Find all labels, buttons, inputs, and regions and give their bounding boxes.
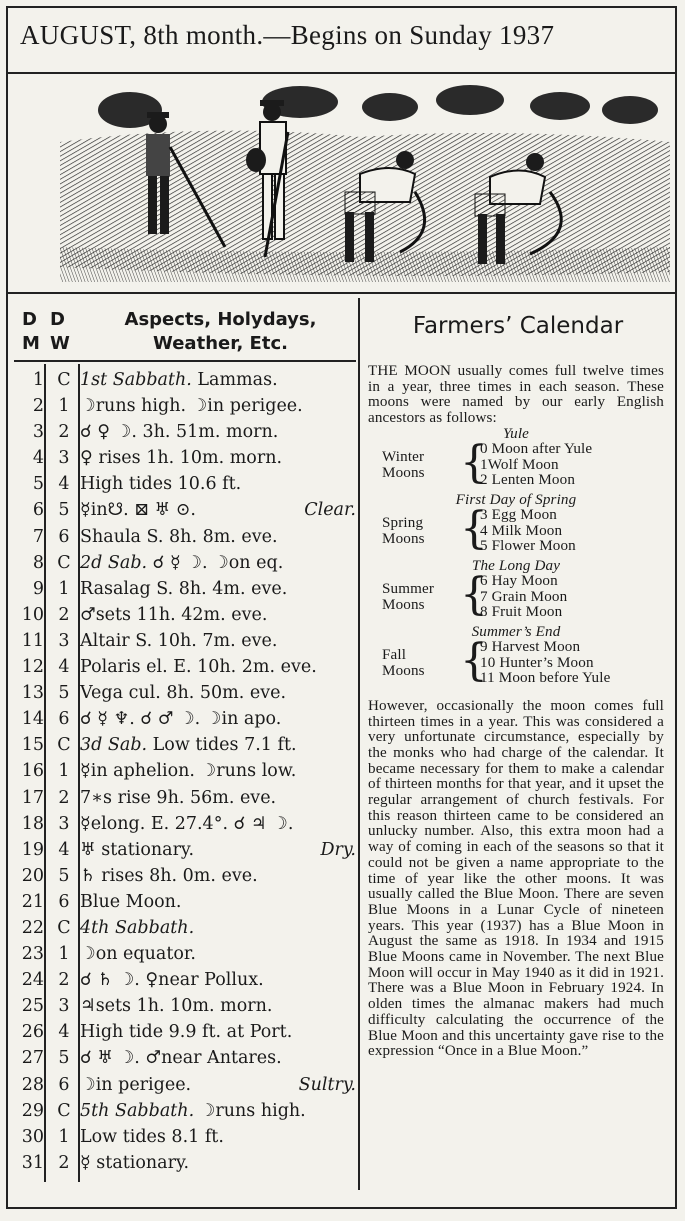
day-of-week: 5 <box>58 683 70 704</box>
header-dm-bottom: M <box>22 333 40 354</box>
aspect-text <box>80 1048 354 1068</box>
day-row <box>14 1151 356 1177</box>
aspect-detail: ♃sets 1h. 10m. morn. <box>80 996 273 1017</box>
day-row <box>14 890 356 916</box>
aspect-detail: ☽runs high. ☽in perigee. <box>80 396 303 417</box>
day-row <box>14 655 356 681</box>
day-of-month: 12 <box>21 657 44 678</box>
day-row <box>14 525 356 551</box>
day-of-month: 8 <box>32 552 44 573</box>
aspect-text <box>80 1127 354 1147</box>
weather-note: Sultry. <box>298 1074 356 1095</box>
day-of-month: 23 <box>21 944 44 965</box>
header-aspects-line2: Weather, Etc. <box>153 333 288 354</box>
moon-name: 3 Egg Moon <box>480 506 557 523</box>
aspect-text <box>80 370 354 390</box>
sabbath-label: 5th Sabbath. <box>80 1100 195 1121</box>
day-row <box>14 1099 356 1125</box>
day-of-month: 11 <box>21 630 44 651</box>
sabbath-label: 2d Sab. <box>80 552 148 573</box>
aspect-detail: High tide 9.9 ft. at Port. <box>80 1022 293 1043</box>
day-of-week: 4 <box>58 1022 70 1043</box>
season-label <box>382 516 425 547</box>
day-of-week: 4 <box>58 657 70 678</box>
day-of-week: 3 <box>58 448 70 469</box>
header-aspects-line1: Aspects, Holydays, <box>124 309 317 330</box>
aspect-text <box>80 709 354 729</box>
season-heading: First Day of Spring <box>455 491 577 508</box>
weather-note: Clear. <box>304 500 356 521</box>
day-of-week: 5 <box>58 1048 70 1069</box>
day-of-week: 2 <box>58 970 70 991</box>
season-label-line1: Fall <box>382 646 407 663</box>
day-of-month: 3 <box>32 422 44 443</box>
fc-intro: THE MOON usually comes full twelve times in a year, three times in each season. These moons were named by our early English ancestors as follows: <box>368 363 664 427</box>
day-of-month: 5 <box>32 474 44 495</box>
day-of-week: 1 <box>58 944 70 965</box>
season-brace: { <box>460 436 489 488</box>
season-label-line1: Winter <box>382 448 425 465</box>
day-of-month: 17 <box>21 787 44 808</box>
moon-list <box>480 574 567 621</box>
day-of-month: 7 <box>32 526 44 547</box>
moon-name: 0 Moon after Yule <box>480 440 593 457</box>
aspect-detail: Low tides 7.1 ft. <box>147 735 297 756</box>
day-of-month: 30 <box>21 1126 44 1147</box>
sabbath-label: 3d Sab. <box>80 735 148 756</box>
aspect-text <box>80 527 354 547</box>
season-label <box>382 450 425 481</box>
aspect-detail: ☿ stationary. <box>80 1152 190 1173</box>
day-of-week: 2 <box>58 1152 70 1173</box>
aspect-text <box>80 396 354 416</box>
aspect-detail: 7∗s rise 9h. 56m. eve. <box>80 787 277 808</box>
farmers-calendar-text <box>368 364 664 1060</box>
aspect-detail: ☌ ♀ ☽. 3h. 51m. morn. <box>80 422 279 443</box>
day-of-week: 5 <box>58 865 70 886</box>
day-row <box>14 1046 356 1072</box>
aspect-text <box>80 788 354 808</box>
aspect-text <box>80 605 354 625</box>
header-dw-bottom: W <box>50 333 70 354</box>
day-of-week: 3 <box>58 630 70 651</box>
day-of-month: 25 <box>21 996 44 1017</box>
season-heading: Yule <box>502 425 530 442</box>
aspect-text <box>80 631 354 651</box>
aspect-detail: Blue Moon. <box>80 891 182 912</box>
header-day-of-month <box>22 308 40 356</box>
season-brace: { <box>460 634 489 686</box>
weather-note: Dry. <box>320 839 356 860</box>
season-label <box>382 582 434 613</box>
day-list <box>14 368 356 1177</box>
moon-name: 7 Grain Moon <box>480 588 568 605</box>
aspect-detail: ☌ ♅ ☽. ♂near Antares. <box>80 1048 282 1069</box>
season-label-line2: Moons <box>382 662 425 679</box>
day-row <box>14 942 356 968</box>
day-of-week: 6 <box>58 709 70 730</box>
season-label <box>382 648 425 679</box>
aspect-detail: ♅ stationary. <box>80 839 195 860</box>
day-row <box>14 786 356 812</box>
day-of-week: 6 <box>58 526 70 547</box>
aspect-detail: Lammas. <box>191 370 278 390</box>
day-row <box>14 577 356 603</box>
moon-name: 4 Milk Moon <box>480 522 563 539</box>
moon-names-table <box>368 427 664 699</box>
moon-name: 2 Lenten Moon <box>480 472 576 489</box>
header-bottom-rule <box>14 360 356 362</box>
day-of-week: 3 <box>58 813 70 834</box>
moon-name: 11 Moon before Yule <box>480 670 611 687</box>
aspect-text <box>80 761 354 781</box>
day-row <box>14 838 356 864</box>
season-label-line2: Moons <box>382 464 425 481</box>
moon-name: 1Wolf Moon <box>480 456 559 473</box>
day-row <box>14 994 356 1020</box>
moon-list <box>480 640 610 687</box>
day-row <box>14 1073 356 1099</box>
day-of-week: 5 <box>58 500 70 521</box>
header-dm-top: D <box>22 309 37 330</box>
aspect-detail: Shaula S. 8h. 8m. eve. <box>80 526 278 547</box>
aspect-text <box>80 1153 354 1173</box>
day-row <box>14 472 356 498</box>
aspect-detail: ☽in perigee. <box>80 1074 192 1095</box>
moon-name: 5 Flower Moon <box>480 538 576 555</box>
aspect-text <box>80 474 354 494</box>
sabbath-label: 1st Sabbath. <box>80 370 192 390</box>
day-of-month: 14 <box>21 709 44 730</box>
tree-line <box>98 85 658 128</box>
day-of-month: 2 <box>32 396 44 417</box>
day-of-week: 2 <box>58 422 70 443</box>
day-of-week: 1 <box>58 1126 70 1147</box>
day-of-month: 27 <box>21 1048 44 1069</box>
season-heading: The Long Day <box>471 557 561 574</box>
header-farmers-calendar: Farmers’ Calendar <box>412 313 624 339</box>
season-label-line2: Moons <box>382 530 425 547</box>
day-of-month: 31 <box>21 1152 44 1173</box>
day-row <box>14 759 356 785</box>
aspect-text <box>80 553 354 573</box>
day-row <box>14 968 356 994</box>
season-label-line1: Summer <box>382 580 435 597</box>
aspect-detail: High tides 10.6 ft. <box>80 474 242 495</box>
aspect-detail: Rasalag S. 8h. 4m. eve. <box>80 578 288 599</box>
day-row <box>14 420 356 446</box>
day-of-week: C <box>57 552 71 573</box>
aspect-text <box>80 1101 354 1121</box>
aspect-text <box>80 1022 354 1042</box>
moon-list <box>480 508 576 555</box>
day-row <box>14 707 356 733</box>
day-of-week: 1 <box>58 578 70 599</box>
moon-name: 6 Hay Moon <box>480 572 558 589</box>
title-rule <box>6 72 677 74</box>
rule-between-columns <box>358 298 360 1190</box>
day-of-week: 6 <box>58 891 70 912</box>
header-aspects <box>88 308 353 356</box>
day-of-month: 10 <box>21 604 44 625</box>
aspect-detail: ☿elong. E. 27.4°. ☌ ♃ ☽. <box>80 813 294 834</box>
aspect-text <box>80 422 354 442</box>
day-row <box>14 916 356 942</box>
aspect-detail: ♂sets 11h. 42m. eve. <box>80 604 268 625</box>
day-of-month: 15 <box>21 735 44 756</box>
day-of-week: 6 <box>58 1074 70 1095</box>
season-label-line1: Spring <box>382 514 424 531</box>
aspect-text <box>80 996 354 1016</box>
day-row <box>14 498 356 524</box>
day-of-month: 26 <box>21 1022 44 1043</box>
day-of-month: 6 <box>32 500 44 521</box>
season-label-line2: Moons <box>382 596 425 613</box>
day-row <box>14 681 356 707</box>
aspect-detail: ☽on equator. <box>80 944 196 965</box>
aspect-detail: ☌ ♄ ☽. ♀near Pollux. <box>80 970 264 991</box>
day-of-week: C <box>57 370 71 390</box>
day-of-week: 2 <box>58 604 70 625</box>
sabbath-label: 4th Sabbath. <box>80 917 195 938</box>
aspect-detail: ☽runs high. <box>194 1100 306 1121</box>
aspect-text <box>80 735 354 755</box>
harvest-woodcut-illustration <box>60 82 670 287</box>
aspect-text <box>80 918 354 938</box>
aspect-text <box>80 579 354 599</box>
day-of-week: 4 <box>58 474 70 495</box>
aspect-detail: ☌ ☿ ♆. ☌ ♂ ☽. ☽in apo. <box>80 709 282 730</box>
day-of-month: 28 <box>21 1074 44 1095</box>
aspect-text <box>80 970 354 990</box>
day-of-week: C <box>57 1100 71 1121</box>
aspect-detail: ♄ rises 8h. 0m. eve. <box>80 865 258 886</box>
header-dw-top: D <box>50 309 65 330</box>
day-of-week: C <box>57 917 71 938</box>
season-heading: Summer’s End <box>471 623 561 640</box>
aspect-text <box>80 840 354 860</box>
day-row <box>14 733 356 759</box>
aspect-text <box>80 944 354 964</box>
day-of-month: 19 <box>21 839 44 860</box>
day-of-month: 22 <box>21 917 44 938</box>
header-day-of-week <box>50 308 70 356</box>
aspect-text <box>80 866 354 886</box>
aspect-text <box>80 448 354 468</box>
day-row <box>14 812 356 838</box>
moon-name: 10 Hunter’s Moon <box>480 654 594 671</box>
day-row <box>14 864 356 890</box>
moon-name: 9 Harvest Moon <box>480 638 581 655</box>
day-of-month: 4 <box>32 448 44 469</box>
aspect-detail: ☌ ☿ ☽. ☽on eq. <box>147 552 284 573</box>
day-of-week: 2 <box>58 787 70 808</box>
day-of-month: 13 <box>21 683 44 704</box>
day-of-month: 18 <box>21 813 44 834</box>
day-of-month: 16 <box>21 761 44 782</box>
aspect-detail: ♀ rises 1h. 10m. morn. <box>80 448 283 469</box>
day-of-week: 1 <box>58 396 70 417</box>
aspect-detail: ☿in☋. ⊠ ♅ ⊙. <box>80 500 196 521</box>
aspect-text <box>80 892 354 912</box>
page-title: AUGUST, 8th month.—Begins on Sunday 1937 <box>20 20 555 50</box>
aspect-text <box>80 814 354 834</box>
day-of-week: C <box>57 735 71 756</box>
fc-body: However, occasionally the moon comes full thirteen times in a year. This was considered a very unfortunate circumstance, especially by the monks who had charge of the calendar. It became necessary for them to make a calendar of thirteen months for that year, and it upset the regular arrangement of church festivals. For this reason thirteen came to be considered an unlucky number. Also, this extra moon had a way of coming in each of the seasons so that it could not be given a name appropriate to the time of year like the other moons. It was usually called the Blue Moon. There are seven Blue Moons in a Lunar Cycle of nineteen years. This year (1937) has a Blue Moon in August the same as 1918. In 1934 and 1915 Blue Moons came in November. The next Blue Moon will occur in May 1940 as it did in 1921. There was a Blue Moon in February 1924. In olden times the almanac makers had much difficulty calculating the occurrence of the Blue Moon and this uncertainty gave rise to the expression “Once in a Blue Moon.” <box>368 697 664 1060</box>
aspect-detail: Altair S. 10h. 7m. eve. <box>80 630 278 651</box>
day-of-month: 29 <box>21 1100 44 1121</box>
day-row <box>14 394 356 420</box>
day-row <box>14 1020 356 1046</box>
season-brace: { <box>460 568 489 620</box>
day-row <box>14 1125 356 1151</box>
day-of-month: 24 <box>21 970 44 991</box>
aspect-detail: Polaris el. E. 10h. 2m. eve. <box>80 657 317 678</box>
day-of-week: 1 <box>58 761 70 782</box>
day-of-month: 1 <box>32 370 44 390</box>
day-row <box>14 629 356 655</box>
moon-list <box>480 442 592 489</box>
season-brace: { <box>460 502 489 554</box>
harvest-woodcut-svg <box>60 82 670 287</box>
day-row <box>14 446 356 472</box>
day-row <box>14 551 356 577</box>
day-row <box>14 368 356 394</box>
day-of-week: 3 <box>58 996 70 1017</box>
aspect-detail: ☿in aphelion. ☽runs low. <box>80 761 297 782</box>
day-of-month: 9 <box>32 578 44 599</box>
moon-name: 8 Fruit Moon <box>480 604 563 621</box>
day-of-month: 21 <box>21 891 44 912</box>
day-of-week: 4 <box>58 839 70 860</box>
aspect-detail: Low tides 8.1 ft. <box>80 1126 224 1147</box>
aspect-text <box>80 683 354 703</box>
illustration-bottom-rule <box>6 292 677 294</box>
aspect-detail: Vega cul. 8h. 50m. eve. <box>80 683 287 704</box>
day-of-month: 20 <box>21 865 44 886</box>
aspect-text <box>80 657 354 677</box>
day-row <box>14 603 356 629</box>
